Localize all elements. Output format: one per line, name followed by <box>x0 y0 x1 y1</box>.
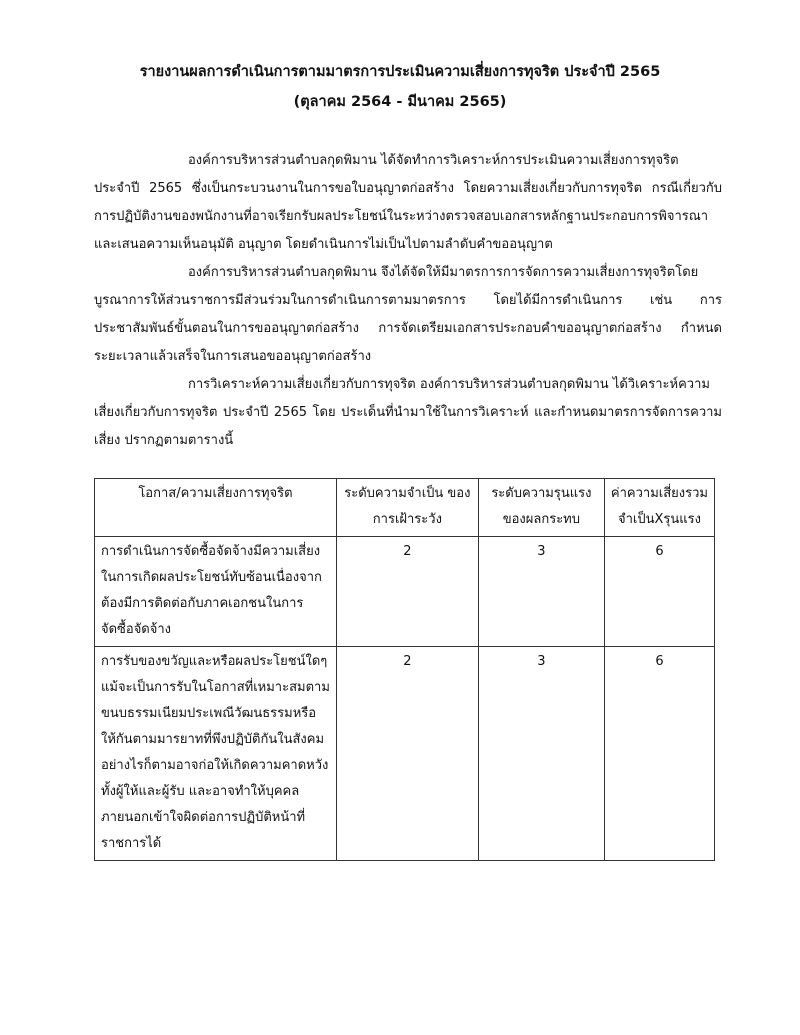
paragraph-line: องค์การบริหารส่วนตำบลกุดพิมาน จึงได้จัดให้มีมาตรการการจัดการความเสี่ยงการทุจริตโดย <box>188 265 699 280</box>
paragraph-line: ระยะเวลาแล้วเสร็จในการเสนอขออนุญาตก่อสร้าง <box>94 349 372 364</box>
header-risk: โอกาส/ความเสี่ยงการทุจริต <box>95 479 337 537</box>
paragraph-line: องค์การบริหารส่วนตำบลกุดพิมาน ได้จัดทำการวิเคราะห์การประเมินความเสี่ยงการทุจริต <box>188 153 679 168</box>
paragraph-1 <box>94 147 722 259</box>
report-title: รายงานผลการดำเนินการตามมาตรการประเมินความเสี่ยงการทุจริต ประจำปี 2565 <box>139 64 661 80</box>
header-necessity: ระดับความจำเป็น ของ การเฝ้าระวัง <box>336 479 478 537</box>
table-row <box>95 537 715 647</box>
table-header-row <box>95 479 715 537</box>
report-period: (ตุลาคม 2564 - มีนาคม 2565) <box>293 94 507 110</box>
paragraph-line: เสี่ยง ปรากฏตามตารางนี้ <box>94 433 234 448</box>
risk-assessment-table <box>94 478 715 861</box>
paragraph-2 <box>94 259 722 371</box>
risk-cell: การรับของขวัญและหรือผลประโยชน์ใดๆ แม้จะเป็นการรับในโอกาสที่เหมาะสมตาม ขนบธรรมเนียมประเพณีวัฒนธรรมหรือ ให้กันตามมารยาทที่พึงปฏิบัติกันในสังคม อย่างไรก็ตามอาจก่อให้เกิดความคาดหวัง ทั้งผู้ให้และผู้รับ และอาจทำให้บุคคล ภายนอกเข้าใจผิดต่อการปฏิบัติหน้าที่ ราชการได้ <box>95 647 337 861</box>
paragraph-line: ประจำปี 2565 ซึ่งเป็นกระบวนงานในการขอใบอนุญาตก่อสร้าง โดยความเสี่ยงเกี่ยวกับการทุจริต กรณีเกี่ยวกับ <box>94 181 722 196</box>
paragraph-line: การวิเคราะห์ความเสี่ยงเกี่ยวกับการทุจริต องค์การบริหารส่วนตำบลกุดพิมาน ได้วิเคราะห์ความ <box>188 377 710 392</box>
paragraph-line: การปฏิบัติงานของพนักงานที่อาจเรียกรับผลประโยชน์ในระหว่างตรวจสอบเอกสารหลักฐานประกอบการพิจารณา <box>94 209 709 224</box>
header-total: ค่าความเสี่ยงรวม จำเป็นXรุนแรง <box>604 479 714 537</box>
paragraph-line: และเสนอความเห็นอนุมัติ อนุญาต โดยดำเนินการไม่เป็นไปตามลำดับคำขออนุญาต <box>94 237 553 252</box>
table-row <box>95 647 715 861</box>
total-cell: 6 <box>604 537 714 647</box>
severity-cell: 3 <box>478 537 604 647</box>
severity-cell: 3 <box>478 647 604 861</box>
paragraph-line: ประชาสัมพันธ์ขั้นตอนในการขออนุญาตก่อสร้าง การจัดเตรียมเอกสารประกอบคำขออนุญาตก่อสร้าง กำหนด <box>94 321 722 336</box>
total-cell: 6 <box>604 647 714 861</box>
paragraph-line: บูรณาการให้ส่วนราชการมีส่วนร่วมในการดำเนินการตามมาตรการ โดยได้มีการดำเนินการ เช่น การ <box>94 293 722 308</box>
paragraph-line: เสี่ยงเกี่ยวกับการทุจริต ประจำปี 2565 โดย ประเด็นที่นำมาใช้ในการวิเคราะห์ และกำหนดมาตรการจัดการความ <box>94 405 722 420</box>
header-severity: ระดับความรุนแรง ของผลกระทบ <box>478 479 604 537</box>
necessity-cell: 2 <box>336 537 478 647</box>
paragraph-3 <box>94 371 722 455</box>
necessity-cell: 2 <box>336 647 478 861</box>
risk-cell: การดำเนินการจัดซื้อจัดจ้างมีความเสี่ยง ในการเกิดผลประโยชน์ทับซ้อนเนื่องจาก ต้องมีการติดต่อกับภาคเอกชนในการ จัดซื้อจัดจ้าง <box>95 537 337 647</box>
